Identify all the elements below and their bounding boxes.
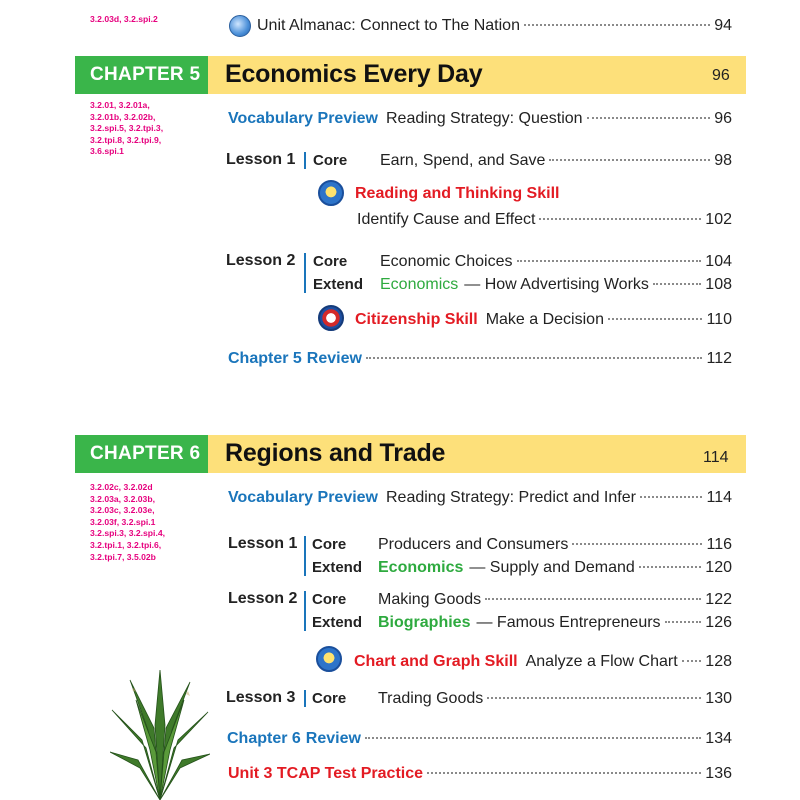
extend-subject: Economics	[380, 276, 459, 293]
vocab-strategy: Reading Strategy: Predict and Infer	[386, 489, 636, 506]
chart-graph-skill-icon	[316, 646, 342, 672]
skill-text: Make a Decision	[485, 311, 604, 328]
lesson-title: Economic Choices	[380, 253, 513, 270]
toc-entry-almanac[interactable]	[257, 16, 732, 36]
toc-entry-ch5-l1-core[interactable]	[380, 151, 732, 171]
chapter-5-page: 96	[712, 67, 730, 84]
toc-entry-ch6-l2-core[interactable]	[378, 590, 732, 610]
standards-top: 3.2.03d, 3.2.spi.2	[90, 14, 158, 24]
ch5-lesson-2-label: Lesson 2	[226, 252, 296, 269]
toc-entry-ch6-l2-extend[interactable]	[378, 613, 732, 633]
toc-entry-ch6-l1-extend[interactable]	[378, 558, 732, 578]
chapter-6-badge: CHAPTER 6	[75, 435, 208, 473]
leader-dots	[485, 598, 701, 600]
extend-label: Extend	[312, 614, 363, 631]
page-number: 102	[705, 211, 732, 228]
citizenship-skill-icon	[318, 305, 344, 331]
leader-dots	[572, 543, 702, 545]
page-number: 108	[705, 276, 732, 293]
ch6-lesson-3-label: Lesson 3	[226, 689, 296, 706]
extend-label: Extend	[313, 276, 364, 293]
leader-dots	[427, 772, 701, 774]
review-chapter: Chapter 6	[227, 730, 301, 747]
lesson-title: Earn, Spend, and Save	[380, 152, 546, 169]
chapter-6-title[interactable]: Regions and Trade	[225, 439, 446, 467]
page-number: 128	[705, 653, 732, 670]
toc-entry-ch6-review[interactable]	[227, 729, 732, 749]
lesson-divider	[304, 591, 306, 631]
ch6-lesson-1-label: Lesson 1	[228, 535, 298, 552]
leader-dots	[487, 697, 701, 699]
globe-icon	[229, 15, 251, 37]
page-number: 110	[706, 311, 732, 328]
leader-dots	[365, 737, 701, 739]
extend-title: — How Advertising Works	[464, 276, 649, 293]
lesson-title: Trading Goods	[378, 690, 484, 707]
leader-dots	[682, 660, 702, 662]
extend-title: — Supply and Demand	[469, 559, 635, 576]
vocab-label: Vocabulary Preview	[228, 110, 378, 127]
vocab-strategy: Reading Strategy: Question	[386, 110, 583, 127]
ch6-lesson-2-label: Lesson 2	[228, 590, 298, 607]
page-number: 116	[706, 536, 732, 553]
unit-test-label: Unit 3 TCAP Test Practice	[228, 765, 424, 782]
core-label: Core	[312, 690, 347, 707]
leader-dots	[366, 357, 703, 359]
leader-dots	[639, 566, 702, 568]
leader-dots	[549, 159, 710, 161]
extend-title: — Famous Entrepreneurs	[476, 614, 661, 631]
lesson-title: Making Goods	[378, 591, 482, 608]
lesson-divider	[304, 536, 306, 576]
skill-label[interactable]: Reading and Thinking Skill	[355, 185, 560, 202]
skill-text: Identify Cause and Effect	[357, 211, 536, 228]
page-number: 96	[714, 110, 732, 127]
pineapple-illustration	[110, 670, 210, 800]
review-word: Review	[305, 730, 361, 747]
leader-dots	[665, 621, 702, 623]
chapter-5-standards: 3.2.01, 3.2.01a, 3.2.01b, 3.2.02b, 3.2.spi.5, 3.2.tpi.3, 3.2.tpi.8, 3.2.tpi.9, 3.6.spi.1	[90, 100, 164, 157]
leader-dots	[608, 318, 703, 320]
extend-subject: Economics	[378, 559, 464, 576]
toc-entry-ch6-l2-skill[interactable]	[354, 652, 732, 672]
page-number: 114	[706, 489, 732, 506]
core-label: Core	[312, 591, 347, 608]
chapter-6-standards: 3.2.02c, 3.2.02d 3.2.03a, 3.2.03b, 3.2.03c, 3.2.03e, 3.2.03f, 3.2.spi.1 3.2.spi.3, 3.2.spi.4, 3.2.tpi.1, 3.2.tpi.6, 3.2.tpi.7, 3.5.02b	[90, 482, 165, 562]
leader-dots	[517, 260, 702, 262]
toc-entry-ch6-l1-core[interactable]	[378, 535, 732, 555]
leader-dots	[653, 283, 701, 285]
page-number: 104	[705, 253, 732, 270]
reading-thinking-skill-icon	[318, 180, 344, 206]
page-number: 94	[714, 17, 732, 34]
skill-label: Citizenship Skill	[355, 311, 478, 328]
page-number: 126	[705, 614, 732, 631]
core-label: Core	[313, 152, 348, 169]
toc-entry-ch5-l1-skill[interactable]	[357, 210, 732, 230]
page-number: 130	[705, 690, 732, 707]
chapter-5-title[interactable]: Economics Every Day	[225, 60, 483, 88]
toc-entry-ch5-l2-core[interactable]	[380, 252, 732, 272]
core-label: Core	[313, 253, 348, 270]
skill-text: Analyze a Flow Chart	[525, 653, 678, 670]
page-number: 98	[714, 152, 732, 169]
chapter-6-page: 114	[703, 449, 729, 466]
lesson-divider	[304, 253, 306, 293]
review-chapter: Chapter 5	[228, 350, 302, 367]
leader-dots	[539, 218, 701, 220]
page-number: 136	[705, 765, 732, 782]
leader-dots	[524, 24, 710, 26]
review-word: Review	[306, 350, 362, 367]
ch5-lesson-1-label: Lesson 1	[226, 151, 296, 168]
extend-subject: Biographies	[378, 614, 471, 631]
toc-entry-ch6-l3-core[interactable]	[378, 689, 732, 709]
leader-dots	[587, 117, 711, 119]
page-number: 134	[705, 730, 732, 747]
skill-label: Chart and Graph Skill	[354, 653, 518, 670]
toc-entry-ch5-vocab[interactable]	[228, 109, 732, 129]
vocab-label: Vocabulary Preview	[228, 489, 378, 506]
almanac-label: Unit Almanac: Connect to The Nation	[257, 17, 520, 34]
toc-entry-ch5-l2-skill[interactable]	[355, 310, 732, 330]
toc-entry-ch6-vocab[interactable]	[228, 488, 732, 508]
page-number: 112	[706, 350, 732, 367]
toc-entry-ch5-l2-extend[interactable]	[380, 275, 732, 295]
lesson-title: Producers and Consumers	[378, 536, 569, 553]
core-label: Core	[312, 536, 347, 553]
toc-entry-unit-test[interactable]	[228, 764, 732, 784]
extend-label: Extend	[312, 559, 363, 576]
lesson-divider	[304, 690, 306, 707]
leader-dots	[640, 496, 703, 498]
page-number: 120	[705, 559, 732, 576]
chapter-5-badge: CHAPTER 5	[75, 56, 208, 94]
toc-entry-ch5-review[interactable]	[228, 349, 732, 369]
lesson-divider	[304, 152, 306, 169]
page-number: 122	[705, 591, 732, 608]
